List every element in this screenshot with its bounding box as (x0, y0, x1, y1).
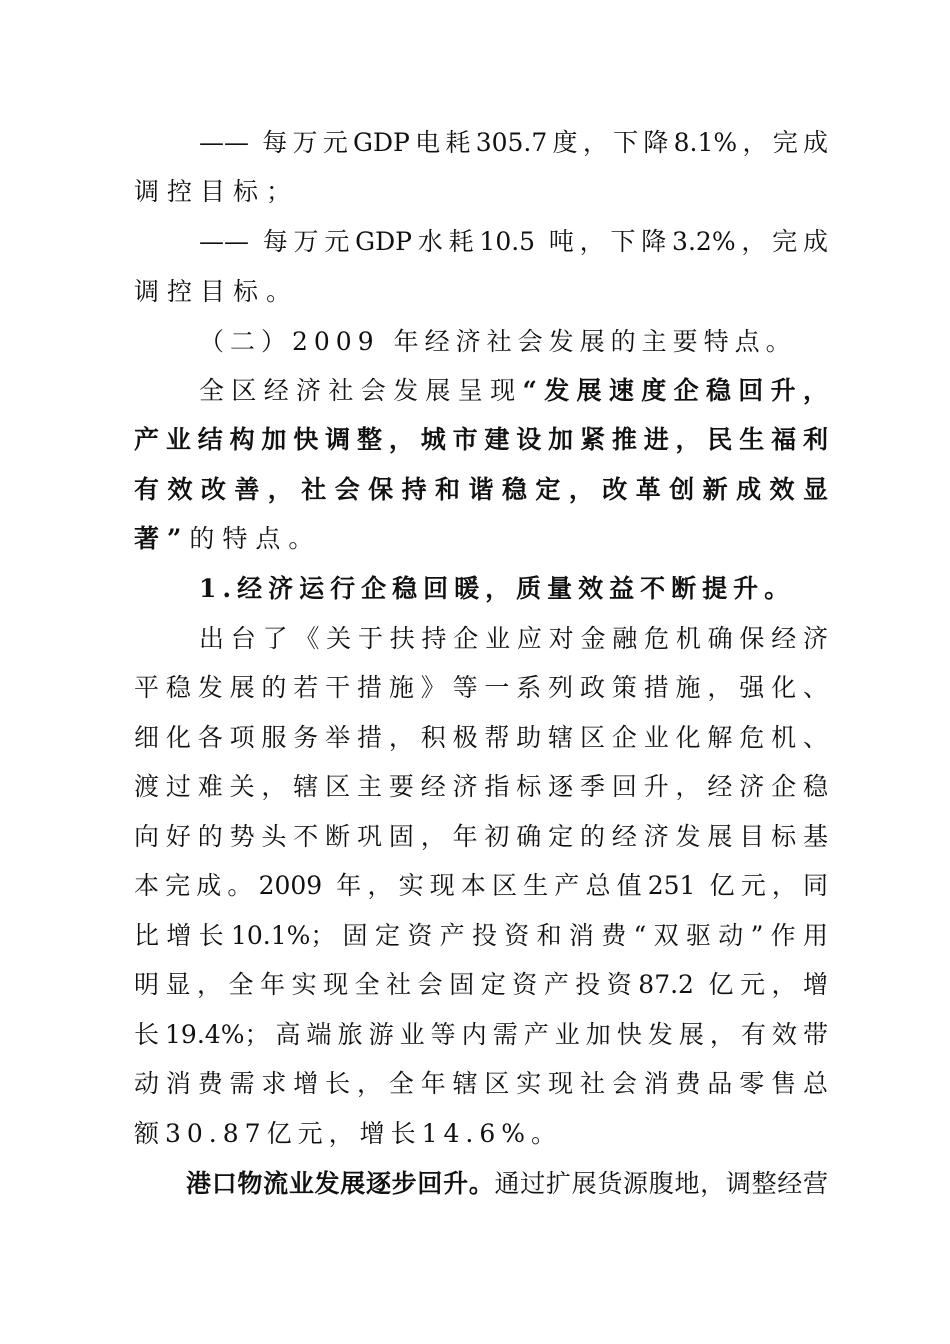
section-heading-2: （二）2009 年经济社会发展的主要特点。 (199, 327, 797, 356)
economy-paragraph-line-5: 向好的势头不断巩固，年初确定的经济发展目标基 (134, 822, 828, 851)
economy-paragraph-line-2: 平稳发展的若干措施》等一系列政策措施，强化、 (134, 673, 828, 702)
subheading-economy: 1.经济运行企稳回暖，质量效益不断提升。 (199, 574, 796, 603)
port-logistics-paragraph-line-1 (186, 1164, 828, 1204)
economy-paragraph-line-6: 本完成。2009 年，实现本区生产总值251 亿元，同 (134, 871, 828, 900)
features-line-4-normal: 的特点。 (189, 524, 322, 553)
economy-paragraph-line-7: 比增长10.1%；固定资产投资和消费“双驱动”作用 (134, 921, 828, 950)
features-line-1-bold: “发展速度企稳回升， (522, 376, 828, 405)
economy-paragraph-line-4: 渡过难关，辖区主要经济指标逐季回升，经济企稳 (134, 772, 828, 801)
economy-paragraph-line-3: 细化各项服务举措，积极帮助辖区企业化解危机、 (134, 723, 828, 752)
economy-paragraph-line-11: 额30.87亿元，增长14.6%。 (134, 1119, 562, 1148)
features-line-1-normal: 全区经济社会发展呈现 (199, 376, 523, 405)
features-paragraph-line-1 (199, 371, 828, 411)
port-logistics-normal: 通过扩展货源腹地，调整经营 (494, 1169, 828, 1198)
paragraph-water-line-1: —— 每万元GDP水耗10.5 吨，下降3.2%，完成 (199, 227, 828, 256)
features-line-4-bold: 著” (134, 524, 190, 553)
economy-paragraph-line-1: 出台了《关于扶持企业应对金融危机确保经济 (199, 624, 828, 653)
economy-paragraph-line-10: 动消费需求增长，全年辖区实现社会消费品零售总 (134, 1069, 828, 1098)
paragraph-water-line-2: 调控目标。 (134, 277, 300, 306)
economy-paragraph-line-9: 长19.4%；高端旅游业等内需产业加快发展，有效带 (134, 1020, 828, 1049)
economy-paragraph-line-8: 明显，全年实现全社会固定资产投资87.2 亿元，增 (134, 970, 828, 999)
features-paragraph-line-4 (134, 519, 828, 559)
features-paragraph-line-3: 有效改善，社会保持和谐稳定，改革创新成效显 (134, 475, 828, 504)
paragraph-electricity-line-2: 调控目标； (134, 177, 300, 206)
features-paragraph-line-2: 产业结构加快调整，城市建设加紧推进，民生福利 (134, 425, 828, 454)
paragraph-electricity-line-1: —— 每万元GDP电耗305.7度，下降8.1%，完成 (199, 128, 828, 157)
port-logistics-bold-lead: 港口物流业发展逐步回升。 (186, 1169, 495, 1198)
